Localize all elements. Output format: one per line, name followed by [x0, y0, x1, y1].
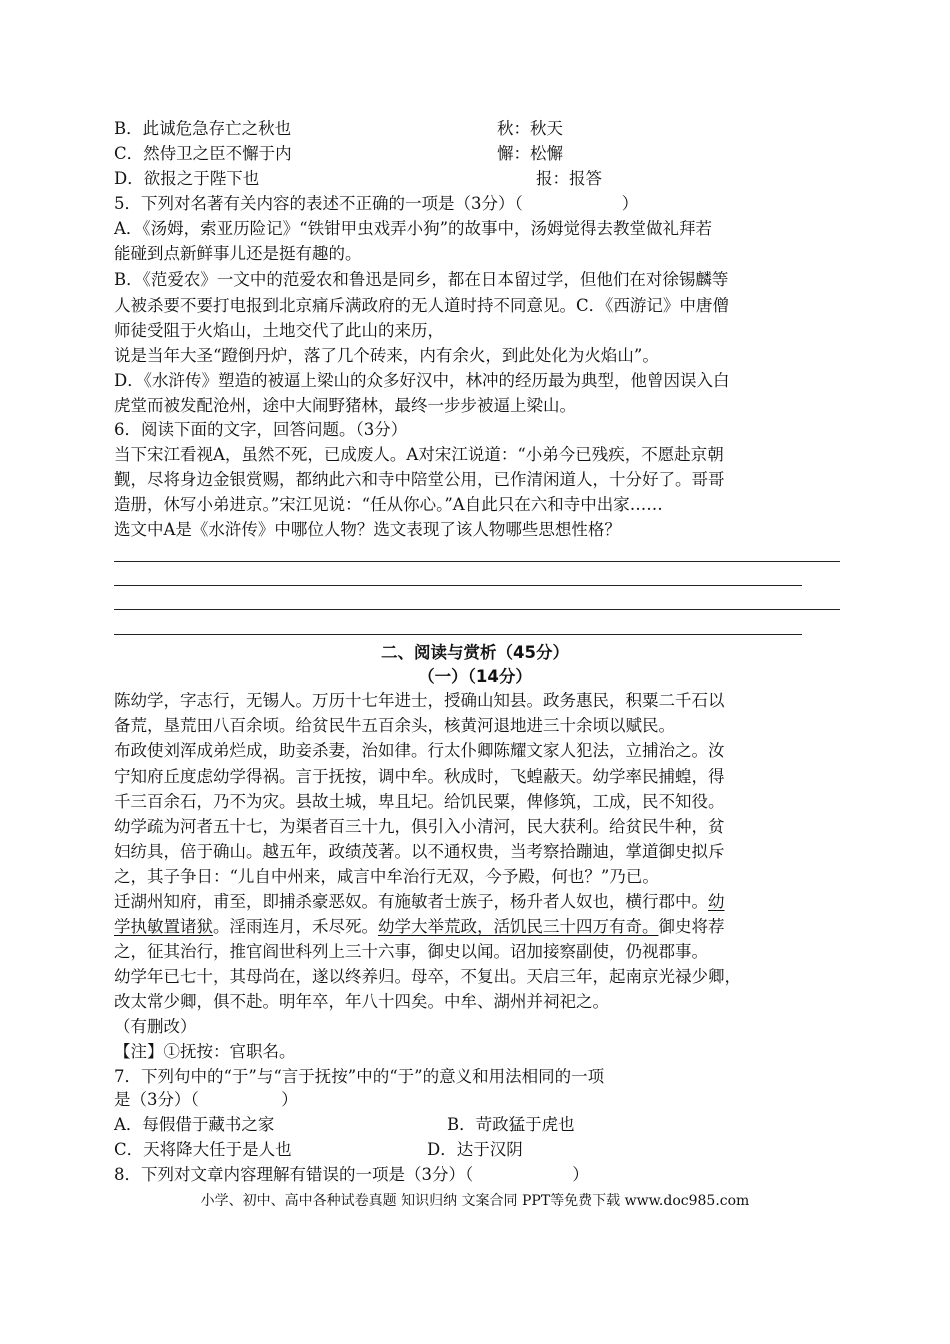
q5-line: B．《范爱农》一文中的范爱农和鲁迅是同乡，都在日本留过学，但他们在对徐锡麟等 [114, 270, 729, 289]
passage-line [114, 915, 725, 939]
q7-option-a: A．每假借于藏书之家 [114, 1115, 275, 1134]
passage-line: 幼学年已七十，其母尚在，遂以终养归。母卒，不复出。天启三年，起南京光禄少卿， [114, 967, 741, 986]
q7-option-b: B．苛政猛于虎也 [447, 1115, 575, 1134]
q8-stem: 8．下列对文章内容理解有错误的一项是（3分）（ ） [114, 1165, 589, 1184]
answer-line[interactable] [114, 561, 840, 562]
q4-option-d-gloss: 报：报答 [536, 169, 602, 188]
passage-line: 陈幼学，字志行，无锡人。万历十七年进士，授确山知县。政务惠民，积粟二千石以 [114, 691, 725, 710]
q5-line: 师徒受阻于火焰山，土地交代了此山的来历， [114, 321, 444, 340]
passage-line: 布政使刘浑成弟烂成，助妾杀妻，治如律。行太仆卿陈耀文家人犯法，立捕治之。汝 [114, 741, 725, 760]
footer-advert: 小学、初中、高中各种试卷真题 知识归纳 文案合同 PPT等免费下载 www.doc985.com [200, 1193, 750, 1209]
footnote: 【注】①抚按：官职名。 [114, 1042, 296, 1061]
underlined-sentence: 学执敏置诸狱 [114, 917, 213, 936]
q7-option-c: C．天将降大任于是人也 [114, 1140, 292, 1159]
underlined-sentence: 幼 [708, 892, 725, 911]
q7-option-d: D．达于汉阴 [427, 1140, 523, 1159]
q5-line: D．《水浒传》塑造的被逼上梁山的众多好汉中，林冲的经历最为典型，他曾因误入白 [114, 371, 730, 390]
q5-line: 能碰到点新鲜事儿还是挺有趣的。 [114, 244, 362, 263]
passage-text: 御史将荐 [658, 917, 725, 936]
q7-stem: 7．下列句中的“于”与“言于抚按”中的“于”的意义和用法相同的一项 [114, 1067, 605, 1086]
q6-line: 觐，尽将身边金银赏赐，都纳此六和寺中陪堂公用，已作清闲道人，十分好了。哥哥 [114, 470, 725, 489]
edit-note: （有删改） [114, 1017, 197, 1036]
q6-line: 造册，休写小弟进京。”宋江见说：“任从你心。”A自此只在六和寺中出家…… [114, 495, 663, 514]
passage-line: 千三百余石，乃不为灾。县故土城，卑且圮。给饥民粟，俾修筑，工成，民不知役。 [114, 792, 725, 811]
q5-line: 人被杀要不要打电报到北京痛斥满政府的无人道时持不同意见。C．《西游记》中唐僧 [114, 296, 729, 315]
passage-line: 改太常少卿，俱不赴。明年卒，年八十四矣。中牟、湖州并祠祀之。 [114, 992, 609, 1011]
q4-option-d: D．欲报之于陛下也 [114, 169, 260, 188]
answer-line[interactable] [114, 609, 840, 610]
q4-option-c-gloss: 懈：松懈 [497, 144, 563, 163]
q6-question: 选文中A是《水浒传》中哪位人物？选文表现了该人物哪些思想性格？ [114, 520, 621, 539]
passage-line: 妇纺具，倍于确山。越五年，政绩茂著。以不通权贵，当考察拾蹦迪，掌道御史拟斥 [114, 842, 725, 861]
q4-option-b-gloss: 秋：秋天 [497, 119, 563, 138]
underlined-sentence: 幼学大举荒政，活饥民三十四万有奇。 [378, 917, 659, 936]
passage-line: 备荒，垦荒田八百余顷。给贫民牛五百余头，核黄河退地进三十余顷以赋民。 [114, 716, 675, 735]
answer-line[interactable] [114, 585, 802, 586]
q5-line: A．《汤姆，索亚历险记》“铁钳甲虫戏弄小狗”的故事中，汤姆觉得去教堂做礼拜若 [114, 219, 713, 238]
passage-line: 之，征其治行，推官阎世科列上三十六事，御史以闻。诏加接察副使，仍视郡事。 [114, 942, 708, 961]
passage-line: 之，其子争日：“儿自中州来，咸言中牟治行无双，今予殿，何也？”乃已。 [114, 867, 659, 886]
q4-option-b: B．此诚危急存亡之秋也 [114, 119, 292, 138]
q5-stem: 5．下列对名著有关内容的表述不正确的一项是（3分）（ ） [114, 194, 639, 213]
passage-text: 迁湖州知府，甫至，即捕杀豪恶奴。有施敏者士族子，杨升者人奴也，横行郡中。 [114, 892, 708, 911]
q5-line: 说是当年大圣“蹬倒丹炉，落了几个砖来，内有余火，到此处化为火焰山”。 [114, 346, 659, 365]
answer-line[interactable] [114, 634, 802, 635]
passage-line [114, 890, 725, 914]
passage-line: 幼学疏为河者五十七，为渠者百三十九，俱引入小清河，民大获利。给贫民牛种，贫 [114, 817, 725, 836]
q6-line: 当下宋江看视A，虽然不死，已成废人。A对宋江说道：“小弟今已残疾，不愿赴京朝 [114, 445, 724, 464]
passage-text: 。淫雨连月，禾尽死。 [213, 917, 378, 936]
section-subtitle: （一）（14分） [418, 667, 532, 686]
section-title: 二、阅读与赏析（45分） [381, 643, 569, 662]
passage-line: 宁知府丘度虑幼学得祸。言于抚按，调中牟。秋成时，飞蝗蔽天。幼学率民捕蝗，得 [114, 767, 725, 786]
q4-option-c: C．然侍卫之臣不懈于内 [114, 144, 292, 163]
q5-line: 虎堂而被发配沧州，途中大闹野猪林，最终一步步被逼上梁山。 [114, 396, 576, 415]
q7-stem-cont: 是（3分）（ ） [114, 1090, 298, 1109]
q6-stem: 6．阅读下面的文字，回答问题。（3分） [114, 420, 408, 439]
